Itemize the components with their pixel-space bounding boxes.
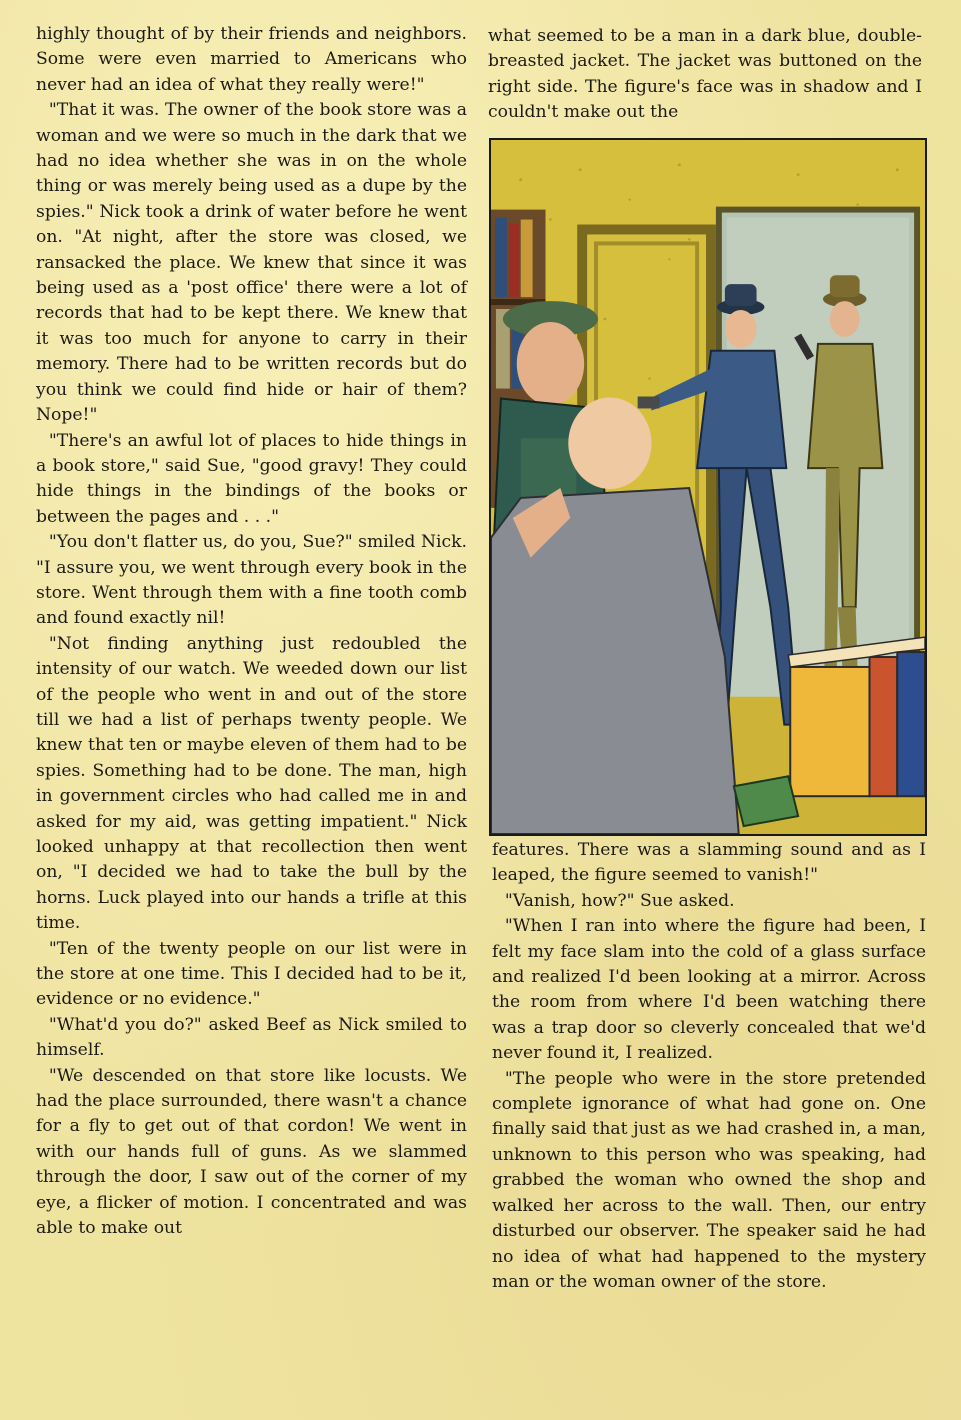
right-text-column-bottom bbox=[492, 838, 926, 1295]
left-text-column bbox=[36, 22, 467, 1242]
illustration-art bbox=[491, 140, 925, 834]
paragraph: "That it was. The owner of the book store was a woman and we were so much in the dark that we had no idea whether she was in on the whole thing or was merely being used as a dupe by the spies." Nick took a drink of water before he went on. "At night, after the store was closed, we ransacked the place. We knew that since it was being used as a 'post office' there were a lot of records that had to be kept there. We knew that it was too much for anyone to carry in their memory. There had to be written records but do you think we could find hide or hair of them? Nope!" bbox=[36, 100, 467, 426]
paragraph: "Vanish, how?" Sue asked. bbox=[504, 890, 735, 911]
paragraph: "What'd you do?" asked Beef as Nick smiled to himself. bbox=[36, 1014, 467, 1061]
paragraph: "The people who were in the store pretended complete ignorance of what had gone on. One finally said that just as we had crashed in, a man, unknown to this person who was speaking, had grabbed the woman who owned the shop and walked her across to the wall. Then, our entry disturbed our observer. The speaker said he had no idea of what had happened to the mystery man or the woman owner of the store. bbox=[492, 1068, 926, 1292]
comic-panel-illustration bbox=[489, 138, 927, 836]
paragraph: "Ten of the twenty people on our list were in the store at one time. This I decided had to be it, evidence or no evidence." bbox=[36, 938, 467, 1010]
paragraph: what seemed to be a man in a dark blue, double-breasted jacket. The jacket was buttoned on the right side. The figure's face was in shadow and I couldn't make out the bbox=[488, 26, 922, 123]
paragraph: features. There was a slamming sound and as I leaped, the figure seemed to vanish!" bbox=[492, 840, 926, 886]
paragraph: "We descended on that store like locusts. We had the place surrounded, there wasn't a chance for a fly to get out of that cordon! We went in with our hands full of guns. As we slammed through the door, I saw out of the corner of my eye, a flicker of motion. I concentrated and was able to make out bbox=[36, 1065, 467, 1239]
paragraph: "Not finding anything just redoubled the intensity of our watch. We weeded down our list of the people who went in and out of the store till we had a list of perhaps twenty people. We knew that ten or maybe eleven of them had to be spies. Something had to be done. The man, high in government circles who had called me in and asked for my aid, was getting impatient." Nick looked unhappy at that recollection then went on, "I decided we had to take the bull by the horns. Luck played into our hands a trifle at this time. bbox=[36, 633, 467, 934]
paragraph: "When I ran into where the figure had been, I felt my face slam into the cold of a glass surface and realized I'd been looking at a mirror. Across the room from where I'd been watching there was a trap door so cleverly concealed that we'd never found it, I realized. bbox=[492, 916, 926, 1064]
right-text-column-top bbox=[488, 24, 922, 126]
paragraph: "There's an awful lot of places to hide things in a book store," said Sue, "good gravy! They could hide things in the bindings of the books or between the pages and . . ." bbox=[36, 430, 467, 527]
paragraph: "You don't flatter us, do you, Sue?" smiled Nick. "I assure you, we went through every book in the store. Went through them with a fine tooth comb and found exactly nil! bbox=[36, 532, 467, 629]
paragraph: highly thought of by their friends and neighbors. Some were even married to Americans who never had an idea of what they really were!" bbox=[36, 24, 467, 95]
